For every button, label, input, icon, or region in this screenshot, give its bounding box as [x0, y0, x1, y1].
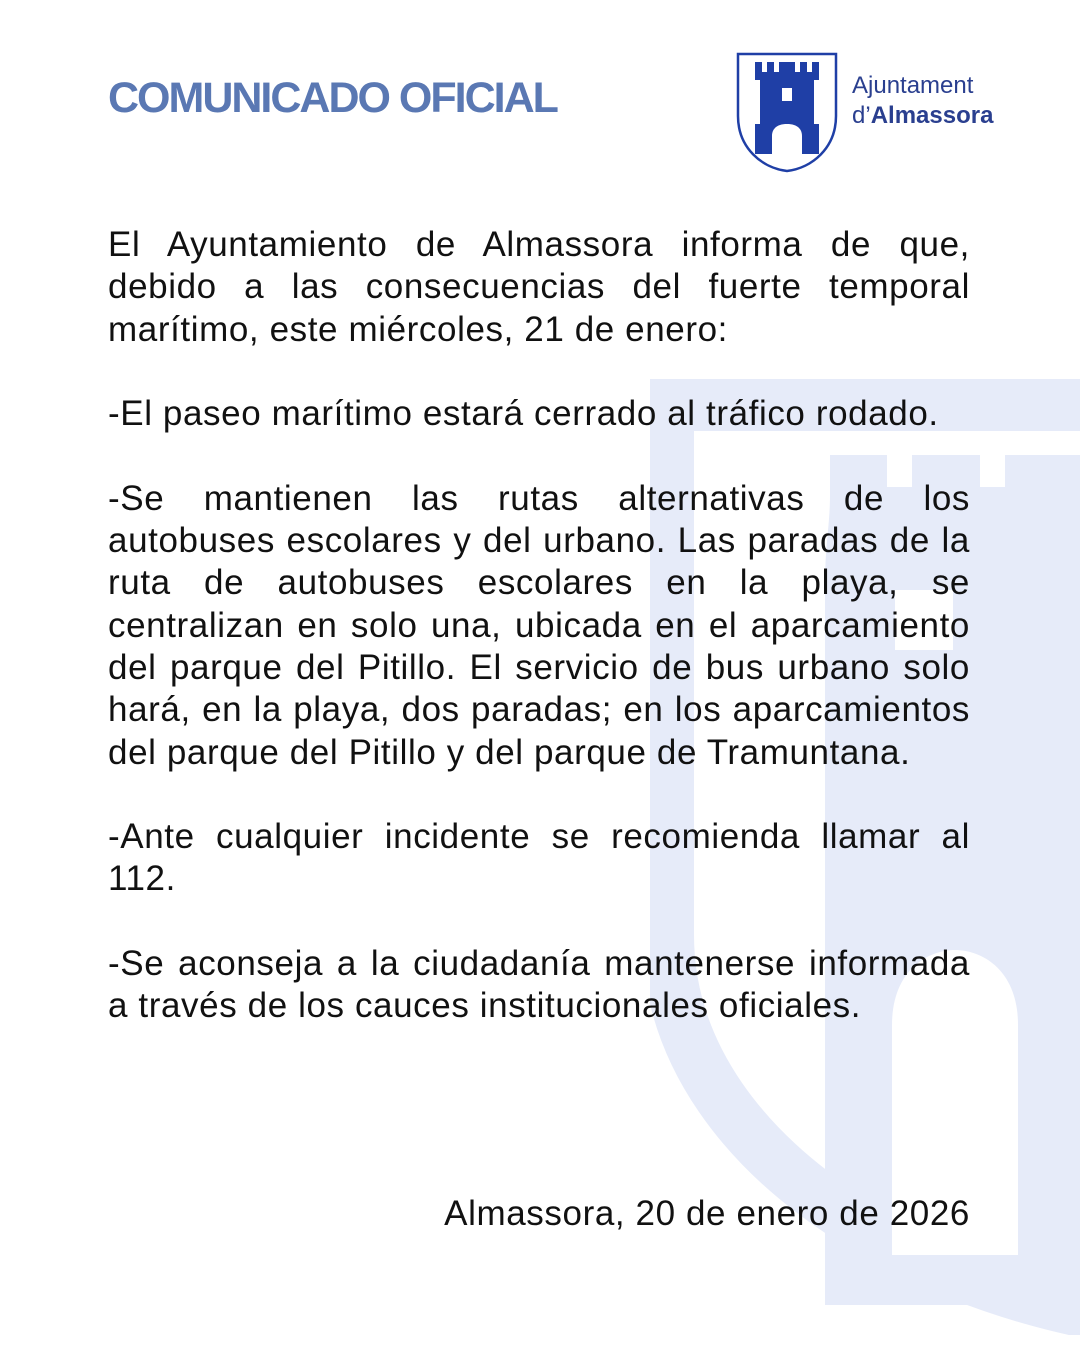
- ajuntament-logo: [734, 50, 1014, 176]
- logo-line-ajuntament: Ajuntament: [852, 72, 974, 99]
- logo-brand-name: Almassora: [870, 102, 994, 129]
- item-informacion-oficial: -Se aconseja a la ciudadanía mantenerse informada a través de los cauces institucionales oficiales.: [108, 944, 970, 1026]
- logo-prefix: d’: [852, 102, 871, 129]
- place-and-date: Almassora, 20 de enero de 2026: [444, 1194, 970, 1233]
- announcement-body: [108, 224, 970, 1070]
- intro-paragraph: El Ayuntamiento de Almassora informa de que, debido a las consecuencias del fuerte temporal marítimo, este miércoles, 21 de enero:: [108, 225, 970, 349]
- item-emergencia-112: -Ante cualquier incidente se recomienda llamar al 112.: [108, 817, 970, 899]
- item-rutas-autobuses: -Se mantienen las rutas alternativas de los autobuses escolares y del urbano. Las paradas de la ruta de autobuses escolares en la playa, se centralizan en solo una, ubicada en el aparcamiento del parque del Pitillo. El servicio de bus urbano solo hará, en la playa, dos paradas; en los aparcamientos del parque del Pitillo y del parque de Tramuntana.: [108, 478, 970, 772]
- page-title: COMUNICADO OFICIAL: [108, 74, 557, 122]
- item-paseo-cerrado: -El paseo marítimo estará cerrado al tráfico rodado.: [108, 394, 939, 434]
- logo-line-almassora: [852, 102, 993, 130]
- castle-shield-icon: [734, 50, 840, 174]
